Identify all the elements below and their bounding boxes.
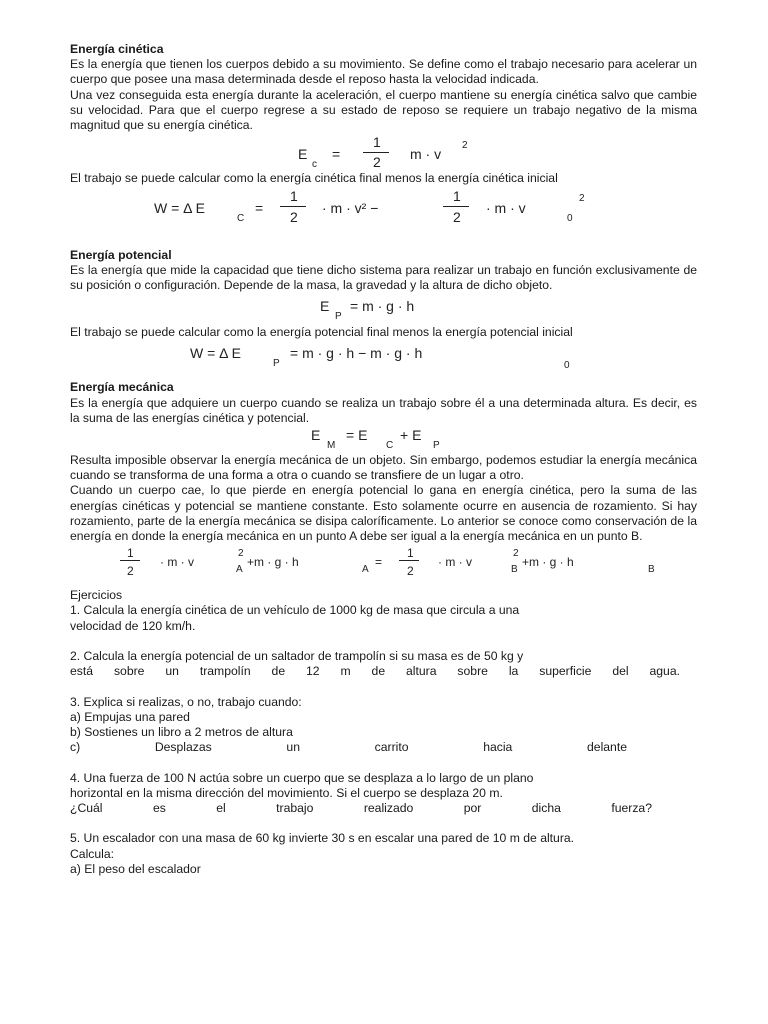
exercise-2-line-2: está sobre un trampolín de 12 m de altura sobre la superficie del agua. — [70, 664, 680, 679]
formula-potential-energy: E P = m · g · h — [320, 298, 415, 323]
formula-energy-conservation: 1 2 · m · v 2 A +m · g · h A = 1 2 · m · v 2 B +m · g · h B — [70, 544, 697, 588]
exercise-2-line-1: 2. Calcula la energía potencial de un saltador de trampolín si su masa es de 50 kg y — [70, 649, 524, 664]
exercise-1-line-1: 1. Calcula la energía cinética de un vehículo de 1000 kg de masa que circula a una — [70, 603, 520, 618]
exercise-5-line-2: Calcula: — [70, 846, 115, 861]
kinetic-paragraph-1: Es la energía que tienen los cuerpos debido a su movimiento. Se define como el trabajo necesario para acelerar un cuerpo que posee una masa determinada desde el reposo hasta la velocidad indicada. — [70, 57, 697, 87]
exercise-3-option-b: b) Sostienes un libro a 2 metros de altura — [70, 725, 293, 740]
formula-kinetic-work: W = Δ E C = 1 2 · m · v² − 1 2 · m · v 2 0 — [154, 188, 585, 226]
exercise-1-line-2: velocidad de 120 km/h. — [70, 618, 196, 633]
exercise-3-option-c: c) Desplazas un carrito hacia delante — [70, 740, 627, 755]
exercises-title: Ejercicios — [70, 588, 123, 603]
heading-mechanical: Energía mecánica — [70, 380, 174, 395]
potential-paragraph-1: Es la energía que mide la capacidad que tiene dicho sistema para realizar un trabajo en función exclusivamente de su posición o configuración. Depende de la masa, la gravedad y la altura de dicho objeto. — [70, 262, 697, 293]
formula-mechanical-energy: E M = E C + E P — [311, 427, 440, 452]
exercise-3-option-a: a) Empujas una pared — [70, 709, 190, 724]
mechanical-paragraph-1: Es la energía que adquiere un cuerpo cuando se realiza un trabajo sobre él a una determinada altura. Es decir, es la suma de las energías cinética y potencial. — [70, 395, 697, 425]
heading-kinetic: Energía cinética — [70, 42, 164, 56]
exercise-4-line-3: ¿Cuál es el trabajo realizado por dicha fuerza? — [70, 801, 652, 816]
exercise-5-line-3: a) El peso del escalador — [70, 861, 201, 876]
exercise-4-line-2: horizontal en la misma dirección del movimiento. Si el cuerpo se desplaza 20 m. — [70, 785, 503, 800]
kinetic-paragraph-3: El trabajo se puede calcular como la energía cinética final menos la energía cinética inicial — [70, 171, 558, 186]
heading-potential: Energía potencial — [70, 247, 172, 262]
mechanical-paragraph-2: Resulta imposible observar la energía mecánica de un objeto. Sin embargo, podemos estudiar la energía mecánica cuando se transforma de una forma a otra o cuando se transfiere de un lugar a otro. — [70, 453, 697, 483]
formula-kinetic-energy: E c = 1 2 m · v 2 — [298, 134, 468, 171]
kinetic-paragraph-2: Una vez conseguida esta energía durante la aceleración, el cuerpo mantiene su energía cinética salvo que cambie su velocidad. Para que el cuerpo regrese a su estado de reposo se requiere un trabajo negativo de la misma magnitud que su energía cinética. — [70, 87, 697, 133]
potential-paragraph-2: El trabajo se puede calcular como la energía potencial final menos la energía potencial inicial — [70, 325, 573, 340]
exercise-5-line-1: 5. Un escalador con una masa de 60 kg invierte 30 s en escalar una pared de 10 m de altura. — [70, 831, 575, 846]
exercise-4-line-1: 4. Una fuerza de 100 N actúa sobre un cuerpo que se desplaza a lo largo de un plano — [70, 770, 534, 785]
exercise-3-question: 3. Explica si realizas, o no, trabajo cuando: — [70, 694, 302, 709]
mechanical-paragraph-3: Cuando un cuerpo cae, lo que pierde en energía potencial lo gana en energía cinética, pero la suma de las energías cinéticas y potencial se mantiene constante. Esto solamente ocurre en ausencia de rozamiento. Si hay rozamiento, parte de la energía mecánica se disipa caloríficamente. Lo anterior se conoce como conservación de la energía en donde la energía mecánica en un punto A debe ser igual a la energía mecánica en un punto B. — [70, 483, 697, 544]
document-page — [70, 42, 697, 877]
formula-potential-work: W = Δ E P = m · g · h − m · g · h 0 — [190, 345, 570, 372]
